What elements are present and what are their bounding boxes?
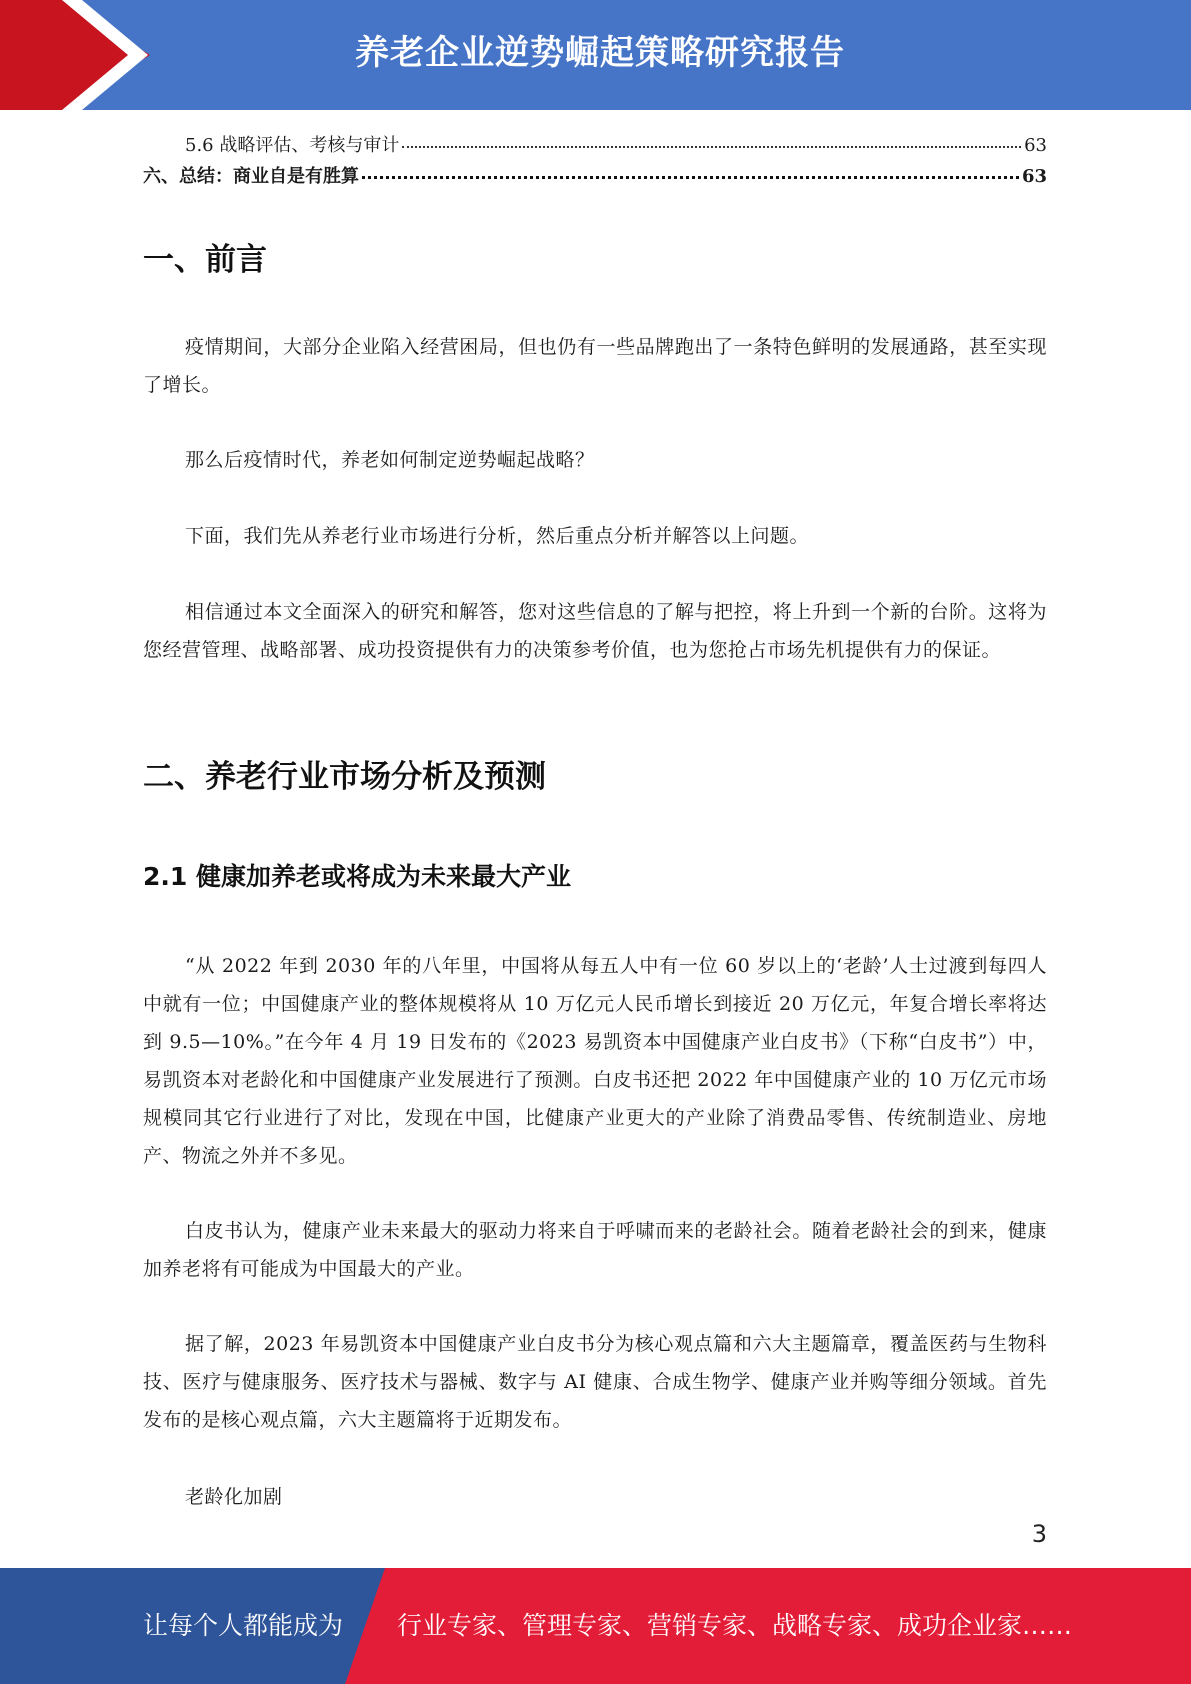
paragraph: 白皮书认为，健康产业未来最大的驱动力将来自于呼啸而来的老龄社会。随着老龄社会的到来，健康加养老将有可能成为中国最大的产业。 bbox=[143, 1220, 1047, 1280]
header-title: 养老企业逆势崛起策略研究报告 bbox=[355, 33, 845, 73]
footer-slogan-right: 行业专家、管理专家、营销专家、战略专家、成功企业家…… bbox=[397, 1611, 1073, 1640]
section-heading: 二、养老行业市场分析及预测 bbox=[143, 759, 546, 795]
paragraph: 相信通过本文全面深入的研究和解答，您对这些信息的了解与把控，将上升到一个新的台阶。这将为您经营管理、战略部署、成功投资提供有力的决策参考价值，也为您抢占市场先机提供有力的保证。 bbox=[143, 601, 1047, 661]
paragraph: 下面，我们先从养老行业市场进行分析，然后重点分析并解答以上问题。 bbox=[185, 525, 810, 547]
paragraph: 疫情期间，大部分企业陷入经营困局，但也仍有一些品牌跑出了一条特色鲜明的发展通路，甚至实现了增长。 bbox=[143, 336, 1047, 396]
paragraph: “从 2022 年到 2030 年的八年里，中国将从每五人中有一位 60 岁以上的‘老龄’人士过渡到每四人中就有一位；中国健康产业的整体规模将从 10 万亿元人民币增长到接近 20 万亿元，年复合增长率将达到 9.5—10%。”在今年 4 月 19 日发布的《2023 易凯资本中国健康产业白皮书》（下称“白皮书”）中，易凯资本对老龄化和中国健康产业发展进行了预测。白皮书还把 2022 年中国健康产业的 10 万亿元市场规模同其它行业进行了对比，发现在中国，比健康产业更大的产业除了消费品零售、传统制造业、房地产、物流之外并不多见。 bbox=[143, 955, 1047, 1167]
paragraph: 据了解，2023 年易凯资本中国健康产业白皮书分为核心观点篇和六大主题篇章，覆盖医药与生物科技、医疗与健康服务、医疗技术与器械、数字与 AI 健康、合成生物学、健康产业并购等细分领域。首先发布的是核心观点篇，六大主题篇将于近期发布。 bbox=[143, 1333, 1047, 1431]
toc-entry[interactable] bbox=[143, 131, 1047, 157]
section-heading: 一、前言 bbox=[143, 242, 267, 278]
page-number: 3 bbox=[1031, 1520, 1047, 1548]
toc-entry[interactable] bbox=[143, 162, 1047, 188]
toc-leader bbox=[362, 176, 1019, 179]
paragraph: 那么后疫情时代，养老如何制定逆势崛起战略？ bbox=[185, 449, 595, 471]
toc-entry-label: 六、总结：商业自是有胜算 bbox=[143, 166, 359, 187]
toc-leader bbox=[402, 146, 1021, 148]
toc-entry-label: 5.6 战略评估、考核与审计 bbox=[185, 135, 400, 156]
toc-page-number: 63 bbox=[1024, 135, 1047, 156]
page-footer bbox=[0, 1568, 1191, 1684]
footer-slogan-left: 让每个人都能成为 bbox=[143, 1611, 344, 1640]
page-header bbox=[0, 0, 1191, 110]
paragraph: 老龄化加剧 bbox=[185, 1486, 283, 1508]
toc-page-number: 63 bbox=[1021, 166, 1047, 187]
subsection-heading: 2.1 健康加养老或将成为未来最大产业 bbox=[143, 862, 571, 891]
